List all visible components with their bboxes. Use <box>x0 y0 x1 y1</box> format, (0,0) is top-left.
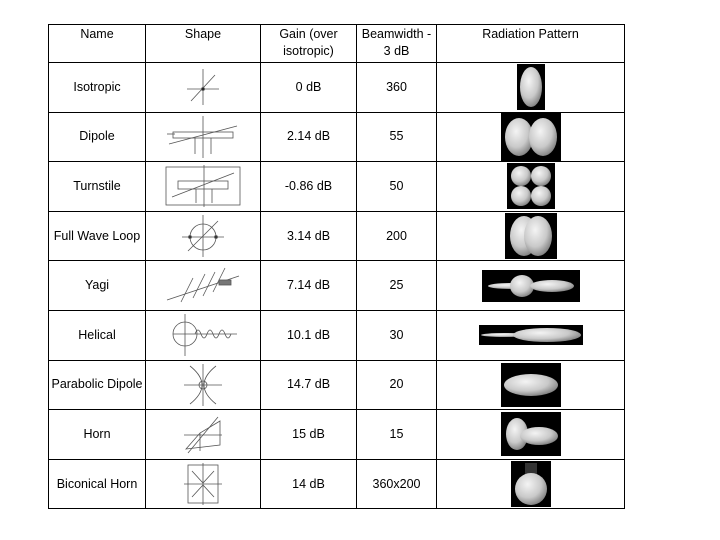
pattern-cell <box>437 410 625 460</box>
antenna-name: Helical <box>49 310 146 360</box>
yagi-sketch-icon <box>163 266 243 306</box>
beamwidth-value: 360x200 <box>357 459 437 509</box>
table-row <box>49 162 625 212</box>
helical-pattern-icon <box>479 325 583 345</box>
table-row <box>49 410 625 460</box>
shape-cell <box>146 261 261 311</box>
loop-sketch-icon <box>180 213 226 259</box>
beamwidth-value: 20 <box>357 360 437 410</box>
antenna-comparison-table <box>48 24 625 509</box>
beamwidth-value: 55 <box>357 112 437 162</box>
horn-pattern-icon <box>501 412 561 456</box>
shape-cell <box>146 63 261 113</box>
header-shape: Shape <box>146 25 261 63</box>
antenna-name: Isotropic <box>49 63 146 113</box>
beamwidth-value: 360 <box>357 63 437 113</box>
pattern-cell <box>437 63 625 113</box>
table-row <box>49 360 625 410</box>
antenna-name: Full Wave Loop <box>49 211 146 261</box>
antenna-name: Turnstile <box>49 162 146 212</box>
table-row <box>49 310 625 360</box>
turnstile-pattern-icon <box>507 163 555 209</box>
gain-value: 15 dB <box>261 410 357 460</box>
shape-cell <box>146 459 261 509</box>
isotropic-sketch-icon <box>185 67 221 107</box>
header-beamwidth: Beamwidth - 3 dB <box>357 25 437 63</box>
gain-value: 7.14 dB <box>261 261 357 311</box>
horn-sketch-icon <box>180 411 226 457</box>
pattern-cell <box>437 162 625 212</box>
antenna-name: Dipole <box>49 112 146 162</box>
pattern-cell <box>437 211 625 261</box>
beamwidth-value: 200 <box>357 211 437 261</box>
pattern-cell <box>437 112 625 162</box>
gain-value: 0 dB <box>261 63 357 113</box>
shape-cell <box>146 360 261 410</box>
gain-value: -0.86 dB <box>261 162 357 212</box>
biconical-sketch-icon <box>180 461 226 507</box>
shape-cell <box>146 310 261 360</box>
parabolic-sketch-icon <box>180 362 226 408</box>
loop-pattern-icon <box>505 213 557 259</box>
pattern-cell <box>437 310 625 360</box>
gain-value: 2.14 dB <box>261 112 357 162</box>
table-row <box>49 112 625 162</box>
biconical-pattern-icon <box>511 461 551 507</box>
turnstile-sketch-icon <box>164 163 242 209</box>
header-row <box>49 25 625 63</box>
table-row <box>49 211 625 261</box>
isotropic-pattern-icon <box>517 64 545 110</box>
beamwidth-value: 25 <box>357 261 437 311</box>
gain-value: 14.7 dB <box>261 360 357 410</box>
pattern-cell <box>437 360 625 410</box>
parabolic-pattern-icon <box>501 363 561 407</box>
antenna-name: Parabolic Dipole <box>49 360 146 410</box>
antenna-name: Biconical Horn <box>49 459 146 509</box>
helical-sketch-icon <box>167 312 239 358</box>
pattern-cell <box>437 261 625 311</box>
header-gain: Gain (over isotropic) <box>261 25 357 63</box>
beamwidth-value: 50 <box>357 162 437 212</box>
yagi-pattern-icon <box>482 270 580 302</box>
gain-value: 10.1 dB <box>261 310 357 360</box>
dipole-sketch-icon <box>165 114 241 160</box>
header-name: Name <box>49 25 146 63</box>
antenna-name: Horn <box>49 410 146 460</box>
table-row <box>49 63 625 113</box>
shape-cell <box>146 162 261 212</box>
antenna-name: Yagi <box>49 261 146 311</box>
gain-value: 3.14 dB <box>261 211 357 261</box>
pattern-cell <box>437 459 625 509</box>
header-radiation-pattern: Radiation Pattern <box>437 25 625 63</box>
table-row <box>49 261 625 311</box>
beamwidth-value: 15 <box>357 410 437 460</box>
dipole-pattern-icon <box>501 113 561 161</box>
shape-cell <box>146 211 261 261</box>
beamwidth-value: 30 <box>357 310 437 360</box>
shape-cell <box>146 112 261 162</box>
shape-cell <box>146 410 261 460</box>
gain-value: 14 dB <box>261 459 357 509</box>
table-row <box>49 459 625 509</box>
